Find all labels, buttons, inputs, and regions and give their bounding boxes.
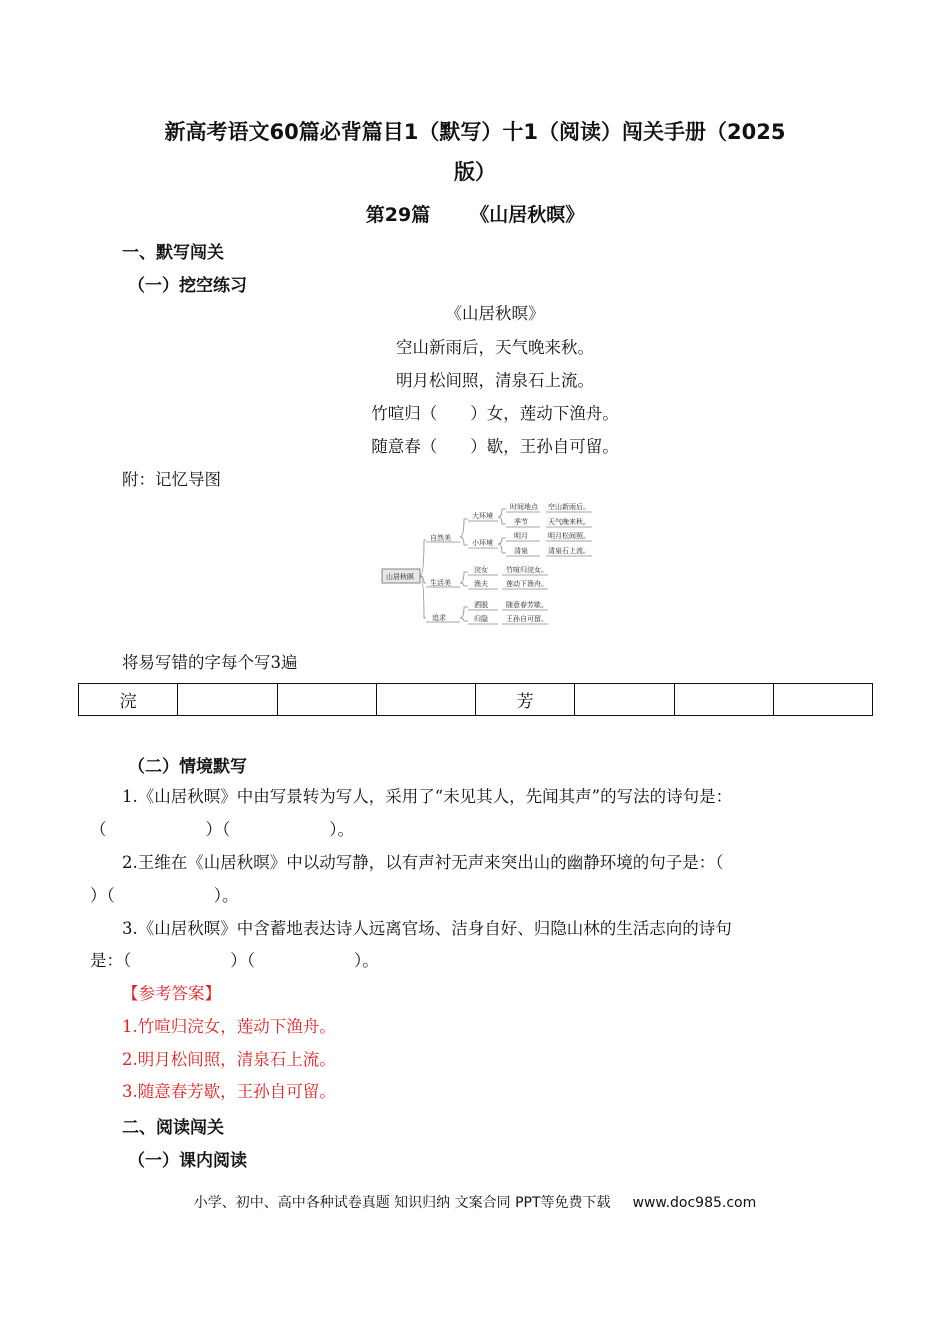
mindmap-label: 附：记忆导图 — [122, 470, 221, 489]
article-number: 第29篇 — [365, 204, 431, 226]
mindmap-node: 大环境 — [472, 512, 493, 520]
practice-cell[interactable] — [277, 684, 376, 716]
practice-grid — [78, 683, 873, 716]
practice-char: 芳 — [476, 684, 575, 716]
practice-char: 浣 — [79, 684, 178, 716]
mindmap-node: 季节 — [514, 518, 528, 526]
question-1: 1.《山居秋暝》中由写景转为写人，采用了“未见其人，先闻其声”的写法的诗句是： — [122, 787, 733, 806]
mindmap-leaf: 清泉石上流。 — [548, 547, 590, 555]
answer-item: 3.随意春芳歇，王孙自可留。 — [122, 1082, 336, 1101]
mindmap-leaf: 明月松间照。 — [548, 532, 590, 540]
footer-text: 小学、初中、高中各种试卷真题 知识归纳 文案合同 PPT等免费下载 — [193, 1195, 611, 1211]
document-title-continued: 版） — [454, 160, 496, 184]
poem-title: 《山居秋暝》 — [445, 304, 545, 323]
mindmap-leaf: 莲动下渔舟。 — [506, 580, 548, 588]
article-name: 《山居秋暝》 — [470, 204, 585, 226]
subsection-heading-context-dictation: （二）情境默写 — [128, 757, 247, 777]
poem-line-blank: 随意春（ ）歇，王孙自可留。 — [371, 437, 619, 456]
mindmap-leaf: 竹喧归浣女。 — [506, 566, 548, 574]
mindmap-leaf: 王孙自可留。 — [506, 615, 548, 623]
mindmap-node: 渔夫 — [474, 580, 488, 588]
mindmap-leaf: 空山新雨后。 — [548, 503, 590, 511]
subsection-heading-in-class-reading: （一）课内阅读 — [128, 1151, 247, 1171]
practice-cell[interactable] — [674, 684, 773, 716]
question-2-blanks: ）（ ）。 — [90, 886, 239, 905]
mindmap-branch: 自然美 — [430, 534, 451, 542]
mind-map-diagram — [380, 497, 610, 632]
section-heading-dictation: 一、默写闯关 — [122, 243, 224, 263]
poem-line-blank: 竹喧归（ ）女，莲动下渔舟。 — [371, 404, 619, 423]
practice-cell[interactable] — [376, 684, 475, 716]
mindmap-node: 归隐 — [474, 615, 488, 623]
article-subtitle — [80, 197, 870, 233]
mindmap-branch: 生活美 — [430, 579, 451, 587]
question-3-blanks: 是：（ ）（ ）。 — [90, 951, 379, 970]
practice-cell[interactable] — [178, 684, 277, 716]
page-footer — [0, 1192, 950, 1212]
mindmap-node: 浣女 — [474, 566, 488, 574]
mindmap-node: 明月 — [514, 532, 528, 540]
mindmap-node: 清泉 — [514, 547, 528, 555]
mindmap-node: 时间地点 — [510, 503, 538, 511]
practice-cell[interactable] — [575, 684, 674, 716]
question-3: 3.《山居秋暝》中含蓄地表达诗人远离官场、洁身自好、归隐山林的生活志向的诗句 — [122, 919, 732, 938]
section-heading-reading: 二、阅读闯关 — [122, 1118, 224, 1138]
mindmap-node: 洒脱 — [474, 601, 488, 609]
answer-heading: 【参考答案】 — [122, 984, 221, 1003]
mindmap-branch: 追求 — [432, 614, 446, 622]
practice-label: 将易写错的字每个写3遍 — [122, 653, 298, 672]
poem-line: 空山新雨后，天气晚来秋。 — [396, 338, 594, 357]
answer-item: 1.竹喧归浣女，莲动下渔舟。 — [122, 1017, 336, 1036]
practice-cell[interactable] — [773, 684, 872, 716]
question-1-blanks: （ ）（ ）。 — [90, 820, 354, 839]
subsection-heading-fill-blank: （一）挖空练习 — [128, 276, 247, 296]
poem-line: 明月松间照，清泉石上流。 — [396, 371, 594, 390]
footer-url[interactable]: www.doc985.com — [632, 1195, 757, 1211]
mindmap-node: 小环境 — [472, 539, 493, 547]
mindmap-leaf: 随意春芳歇。 — [506, 601, 548, 609]
question-2: 2.王维在《山居秋暝》中以动写静，以有声衬无声来突出山的幽静环境的句子是：（ — [122, 853, 724, 872]
mindmap-root-label: 山居秋暝 — [386, 573, 414, 581]
document-title: 新高考语文60篇必背篇目1（默写）十1（阅读）闯关手册（2025 — [164, 120, 786, 144]
mindmap-leaf: 天气晚来秋。 — [548, 518, 590, 526]
answer-item: 2.明月松间照，清泉石上流。 — [122, 1050, 336, 1069]
